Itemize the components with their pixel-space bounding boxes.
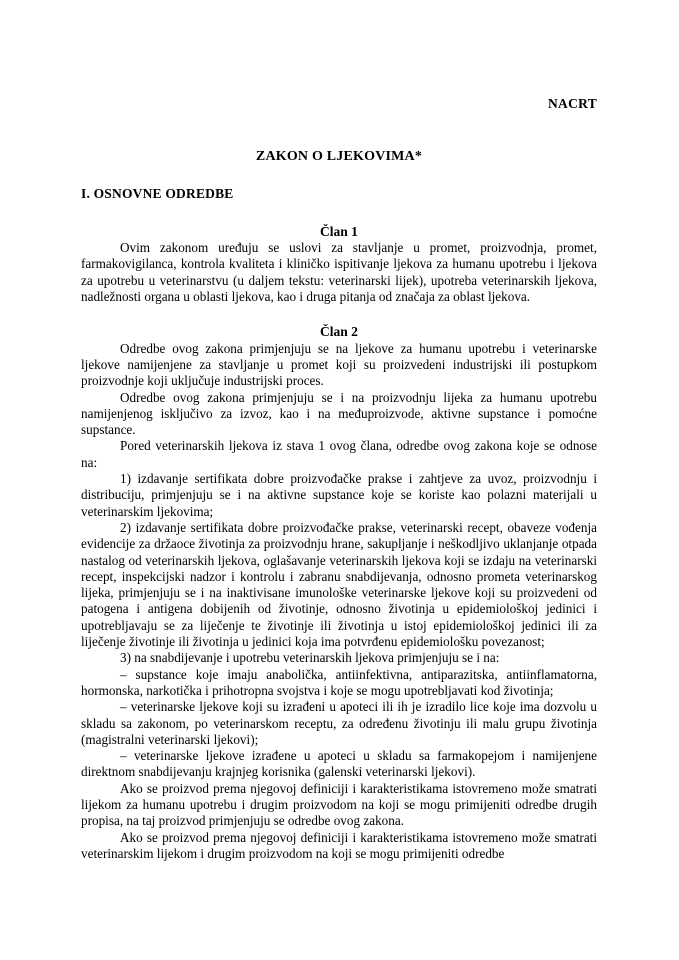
article-2-item-3-dash-2: – veterinarske ljekove koji su izrađeni u apoteci ili ih je izradilo lice koje ima dozvolu u skladu sa zakonom, po veterinarskom receptu, za određenu životinju ili malu grupu životinja (magistralni veterinarski ljekovi);: [81, 699, 597, 747]
document-title: ZAKON O LJEKOVIMA*: [255, 149, 423, 165]
article-2-item-3-dash-3: – veterinarske ljekove izrađene u apoteci u skladu sa farmakopejom i namijenjene direktnom snabdijevanju krajnjeg korisnika (galenski veterinarski ljekovi).: [81, 748, 597, 780]
article-2-item-1: 1) izdavanje sertifikata dobre proizvođačke prakse i zahtjeve za uvoz, proizvodnju i distribuciju, primjenjuju se i na aktivne supstance koje se koriste kao polazni materijali u veterinarskim ljekovima;: [81, 471, 597, 519]
document-content: [81, 0, 597, 862]
article-2-paragraph-4: Ako se proizvod prema njegovoj definiciji i karakteristikama istovremeno može smatrati lijekom za humanu upotrebu i drugim proizvodom na koji se mogu primijeniti odredbe drugih propisa, na taj proizvod primjenjuju se odredbe ovog zakona.: [81, 780, 597, 829]
article-heading-clan-1: Član 1: [320, 223, 358, 239]
article-2-paragraph-5: Ako se proizvod prema njegovoj definiciji i karakteristikama istovremeno može smatrati veterinarskim lijekom i drugim proizvodom na koji se mogu primijeniti odredbe: [81, 829, 597, 861]
article-2-paragraph-3: Pored veterinarskih ljekova iz stava 1 ovog člana, odredbe ovog zakona koje se odnose na:: [81, 438, 597, 470]
section-heading-osnovne-odredbe: I. OSNOVNE ODREDBE: [81, 185, 234, 201]
article-2-paragraph-2: Odredbe ovog zakona primjenjuju se i na proizvodnju lijeka za humanu upotrebu namijenjenog isključivo za izvoz, kao i na međuproizvode, aktivne supstance i pomoćne supstance.: [81, 389, 597, 438]
article-2-item-3: 3) na snabdijevanje i upotrebu veterinarskih ljekova primjenjuju se i na:: [120, 650, 500, 666]
article-heading-clan-2: Član 2: [320, 324, 358, 340]
article-1-paragraph-1: Ovim zakonom uređuju se uslovi za stavljanje u promet, proizvodnja, promet, farmakovigilanca, kontrola kvaliteta i kliničko ispitivanje ljekova za humanu upotrebu i ljekova za upotrebu u veterinarstvu (u daljem tekstu: veterinarski lijek), upotreba veterinarskih ljekova, nadležnosti organa u oblasti ljekova, kao i druga pitanja od značaja za oblast ljekova.: [81, 240, 597, 305]
draft-marker: NACRT: [547, 96, 597, 111]
article-2-item-2: 2) izdavanje sertifikata dobre proizvođačke prakse, veterinarski recept, obaveze vođenja evidencije za držaoce životinja za proizvodnju hrane, sakupljanje i neškodljivo uklanjanje otpada nastalog od veterinarskih ljekova, oglašavanje veterinarskih ljekova koji se izdaju na veterinarski recept, inspekcijski nadzor i kontrolu i zabranu snabdijevanja, odnosno prometa veterinarskog lijeka, primjenjuju se i na inaktivisane imunološke veterinarske ljekove koji su proizvedeni od patogena i antigena dobijenih od životinje, odnosno životinja u epidemiološkoj jedinici i upotrebljavaju se za liječenje te životinje ili životinja u istoj epidemiološkoj jedinici ili za liječenje životinje ili životinja u jedinici koja ima potvrđenu epidemiološku povezanost;: [81, 519, 597, 650]
article-2-paragraph-1: Odredbe ovog zakona primjenjuju se na ljekove za humanu upotrebu i veterinarske ljekove namijenjene za stavljanje u promet koji su proizvedeni industrijski ili postupkom proizvodnje koji uključuje industrijski proces.: [81, 340, 597, 389]
article-2-item-3-dash-1: – supstance koje imaju anabolička, antiinfektivna, antiparazitska, antiinflamatorna, hormonska, narkotička i prihotropna svojstva i koje se mogu upotrebljavati kod životinja;: [81, 666, 597, 698]
